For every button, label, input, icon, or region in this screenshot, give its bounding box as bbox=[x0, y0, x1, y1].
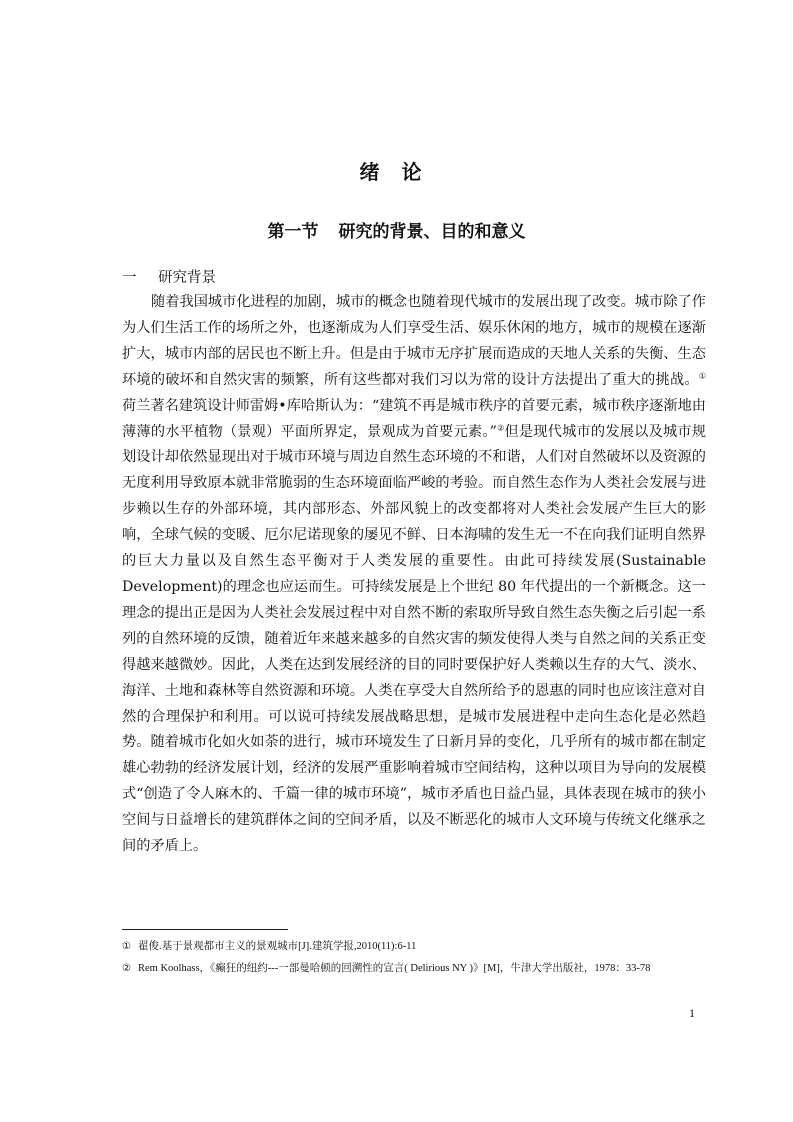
footnote-text: 翟俊.基于景观都市主义的景观城市[J].建筑学报,2010(11):6-11 bbox=[138, 941, 417, 952]
footnote-ref-2[interactable]: ② bbox=[496, 422, 505, 432]
subsection-heading bbox=[122, 266, 216, 287]
chapter-title: 绪论 bbox=[359, 160, 444, 184]
subsection-title: 研究背景 bbox=[158, 270, 216, 286]
footnote-2 bbox=[122, 958, 706, 980]
footnote-divider bbox=[122, 929, 288, 930]
body-text-part-3: 但是现代城市的发展以及城市规划设计却依然显现出对于城市环境与周边自然生态环境的不和谐，人们对自然破坏以及资源的无度利用导致原本就非常脆弱的生态环境面临严峻的考验。而自然生态作为人类社会发展与进步赖以生存的外部环境，其内部形态、外部风貌上的改变都将对人类社会发展产生巨大的影响，全球气候的变暖、厄尔尼诺现象的屡见不鲜、日本海啸的发生无一不在向我们证明自然界的巨大力量以及自然生态平衡对于人类发展的重要性。由此可持续发展(Sustainable Development)的理念也应运而生。可持续发展是上个世纪 80 年代提出的一个新概念。这一理念的提出正是因为人类社会发展过程中对自然不断的索取所导致自然生态失衡之后引起一系列的自然环境的反馈，随着近年来越来越多的自然灾害的频发使得人类与自然之间的关系正变得越来越微妙。因此，人类在达到发展经济的目的同时要保护好人类赖以生存的大气、淡水、海洋、土地和森林等自然资源和环境。人类在享受大自然所给予的恩惠的同时也应该注意对自然的合理保护和利用。可以说可持续发展战略思想，是城市发展进程中走向生态化是必然趋势。随着城市化如火如荼的进行，城市环境发生了日新月异的变化，几乎所有的城市都在制定雄心勃勃的经济发展计划，经济的发展严重影响着城市空间结构，这种以项目为导向的发展模式“创造了令人麻木的、千篇一律的城市环境”，城市矛盾也日益凸显，具体表现在城市的狭小空间与日益增长的建筑群体之间的空间矛盾，以及不断恶化的城市人文环境与传统文化继承之间的矛盾上。 bbox=[122, 423, 706, 855]
footnote-ref-1[interactable]: ① bbox=[698, 370, 706, 380]
footnote-text: Rem Koolhass，《癫狂的纽约---一部曼哈顿的回溯性的宣言( Delirious NY )》[M]，牛津大学出版社，1978：33-78 bbox=[138, 963, 651, 974]
footnote-mark: ① bbox=[122, 941, 131, 952]
section-title: 第一节 研究的背景、目的和意义 bbox=[267, 222, 526, 242]
footnotes bbox=[122, 936, 706, 980]
footnote-1 bbox=[122, 936, 706, 958]
body-text-part-1: 随着我国城市化进程的加剧，城市的概念也随着现代城市的发展出现了改变。城市除了作为人们生活工作的场所之外，也逐渐成为人们享受生活、娱乐休闲的地方，城市的规模在逐渐扩大，城市内部的居民也不断上升。但是由于城市无序扩展而造成的天地人关系的失衡、生态环境的破坏和自然灾害的频繁，所有这些都对我们习以为常的设计方法提出了重大的挑战。 bbox=[122, 294, 706, 388]
subsection-number: 一 bbox=[122, 270, 137, 286]
page-number: 1 bbox=[689, 1006, 695, 1020]
body-text-part-2: 荷兰著名建筑设计师雷姆•库哈斯认为：“建筑不再是城市秩序的首要元素，城市秩序逐渐地由薄薄的水平植物（景观）平面所界定，景观成为首要元素。” bbox=[122, 397, 706, 440]
body-paragraph bbox=[122, 290, 706, 860]
footnote-mark: ② bbox=[122, 963, 131, 974]
